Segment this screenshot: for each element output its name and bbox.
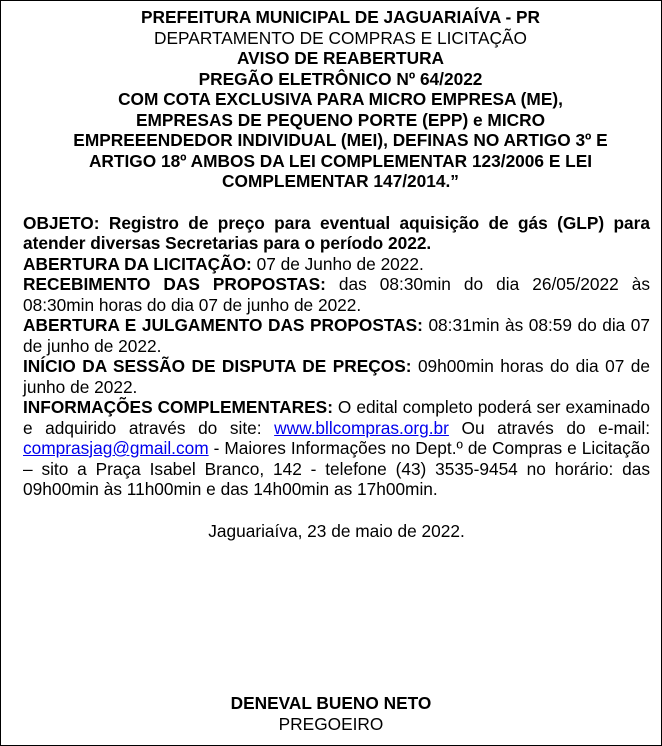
disputa-paragraph [23,356,650,397]
objeto-paragraph [23,213,650,254]
informacoes-text-3: - Maiores Informações no Dept.º de Compras e Licitação – sito a Praça Isabel Branco, 142 - telefone (43) 3535-9454 no horário: das 09h00min às 11h00min e das 14h00min as 17h00min. [23,438,650,499]
signatory-role: PREGOEIRO [278,713,384,734]
notice-header [23,7,650,192]
recebimento-paragraph [23,274,650,315]
signatory-name: DENEVAL BUENO NETO [230,693,432,713]
quota-line-1: COM COTA EXCLUSIVA PARA MICRO EMPRESA (ME), [118,89,563,109]
department-title: DEPARTAMENTO DE COMPRAS E LICITAÇÃO [154,27,527,48]
disputa-label: INÍCIO DA SESSÃO DE DISPUTA DE PREÇOS: [23,356,412,376]
informacoes-text-2: Ou através do e-mail: [461,417,651,438]
julgamento-paragraph [23,315,650,356]
objeto-text: Registro de preço para eventual aquisição de gás (GLP) para atender diversas Secretarias para o período 2022. [23,212,650,253]
informacoes-paragraph [23,397,650,500]
abertura-licitacao-text: 07 de Junho de 2022. [256,253,424,274]
informacoes-text-1: O edital completo poderá ser examinado e adquirido através do site: [23,397,650,438]
abertura-licitacao-label: ABERTURA DA LICITAÇÃO: [23,253,252,274]
quota-line-5: COMPLEMENTAR 147/2014.” [222,171,459,191]
julgamento-text: 08:31min às 08:59 do dia 07 de junho de 2022. [23,315,650,356]
abertura-licitacao-paragraph [23,254,650,275]
notice-body [23,213,650,500]
signature-block [1,693,661,734]
objeto-label: OBJETO: [23,212,100,233]
quota-line-3: EMPREEENDEDOR INDIVIDUAL (MEI), DEFINAS NO ARTIGO 3º E [73,130,608,150]
notice-type: AVISO DE REABERTURA [236,48,445,68]
municipality-title: PREFEITURA MUNICIPAL DE JAGUARIAÍVA - PR [140,7,541,27]
julgamento-label: ABERTURA E JULGAMENTO DAS PROPOSTAS: [23,315,423,335]
recebimento-text: das 08:30min do dia 26/05/2022 às 08:30min horas do dia 07 de junho de 2022. [23,274,650,315]
email-link[interactable]: comprasjag@gmail.com [23,438,209,458]
site-link[interactable]: www.bllcompras.org.br [274,417,449,438]
auction-number: PREGÃO ELETRÔNICO Nº 64/2022 [198,68,483,89]
date-line: Jaguariaíva, 23 de maio de 2022. [208,520,465,541]
quota-line-4: ARTIGO 18º AMBOS DA LEI COMPLEMENTAR 123/2006 E LEI [88,150,593,171]
informacoes-label: INFORMAÇÕES COMPLEMENTARES: [23,397,333,417]
recebimento-label: RECEBIMENTO DAS PROPOSTAS: [23,274,326,294]
disputa-text: 09h00min horas do dia 07 de junho de 2022. [23,356,650,397]
quota-line-2: EMPRESAS DE PEQUENO PORTE (EPP) e MICRO [135,109,546,130]
